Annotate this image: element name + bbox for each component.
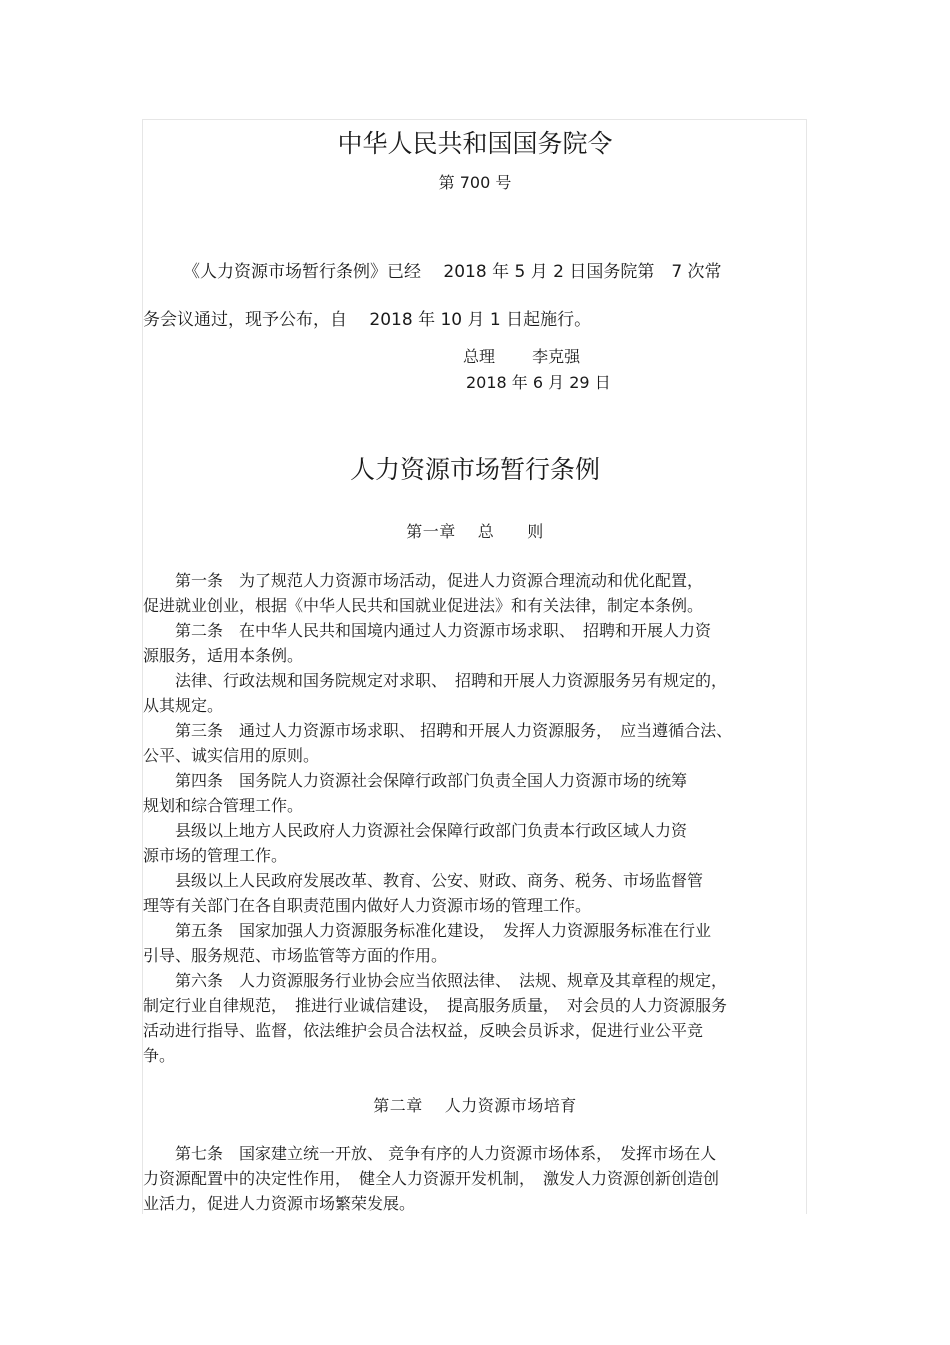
article-line: 制定行业自律规范， 推进行业诚信建设， 提高服务质量， 对会员的人力资源服务	[143, 996, 728, 1015]
article-line: 法律、行政法规和国务院规定对求职、 招聘和开展人力资源服务另有规定的，	[143, 671, 728, 690]
article-line: 理等有关部门在各自职责范围内做好人力资源市场的管理工作。	[143, 896, 592, 915]
regulation-title: 人力资源市场暂行条例	[349, 455, 600, 484]
decree-date: 2018 年 6 月 29 日	[466, 373, 611, 392]
article-line: 县级以上地方人民政府人力资源社会保障行政部门负责本行政区域人力资	[143, 821, 688, 840]
chapter-heading: 第一章 总 则	[406, 522, 544, 541]
decree-title: 中华人民共和国国务院令	[337, 129, 613, 158]
article-line: 源市场的管理工作。	[143, 846, 288, 865]
article-line: 力资源配置中的决定性作用， 健全人力资源开发机制， 激发人力资源创新创造创	[143, 1169, 720, 1188]
article-line: 规划和综合管理工作。	[143, 796, 304, 815]
article-line: 第二条 在中华人民共和国境内通过人力资源市场求职、 招聘和开展人力资	[143, 621, 712, 640]
chapter-heading: 第二章 人力资源市场培育	[373, 1096, 577, 1115]
decree-intro-line-1: 《人力资源市场暂行条例》已经 2018 年 5 月 2 日国务院第 7 次常	[183, 262, 722, 282]
article-line: 业活力，促进人力资源市场繁荣发展。	[143, 1194, 416, 1213]
page-frame	[142, 119, 807, 1214]
article-line: 源服务，适用本条例。	[143, 646, 304, 665]
article-line: 第四条 国务院人力资源社会保障行政部门负责全国人力资源市场的统筹	[143, 771, 688, 790]
article-line: 促进就业创业，根据《中华人民共和国就业促进法》和有关法律，制定本条例。	[143, 596, 704, 615]
decree-number: 第 700 号	[438, 173, 512, 192]
decree-intro-line-2: 务会议通过，现予公布，自 2018 年 10 月 1 日起施行。	[143, 310, 592, 330]
article-line: 第七条 国家建立统一开放、 竞争有序的人力资源市场体系， 发挥市场在人	[143, 1144, 717, 1163]
article-line: 第三条 通过人力资源市场求职、 招聘和开展人力资源服务， 应当遵循合法、	[143, 721, 733, 740]
article-line: 第五条 国家加强人力资源服务标准化建设， 发挥人力资源服务标准在行业	[143, 921, 712, 940]
article-line: 公平、诚实信用的原则。	[143, 746, 320, 765]
decree-signer: 总理 李克强	[463, 347, 581, 366]
article-line: 第一条 为了规范人力资源市场活动，促进人力资源合理流动和优化配置，	[143, 571, 704, 590]
article-line: 活动进行指导、监督，依法维护会员合法权益，反映会员诉求，促进行业公平竞	[143, 1021, 704, 1040]
article-line: 县级以上人民政府发展改革、教育、公安、财政、商务、税务、市场监督管	[143, 871, 704, 890]
article-line: 从其规定。	[143, 696, 224, 715]
article-line: 争。	[143, 1046, 176, 1065]
article-line: 引导、服务规范、市场监管等方面的作用。	[143, 946, 448, 965]
article-line: 第六条 人力资源服务行业协会应当依照法律、 法规、规章及其章程的规定，	[143, 971, 728, 990]
